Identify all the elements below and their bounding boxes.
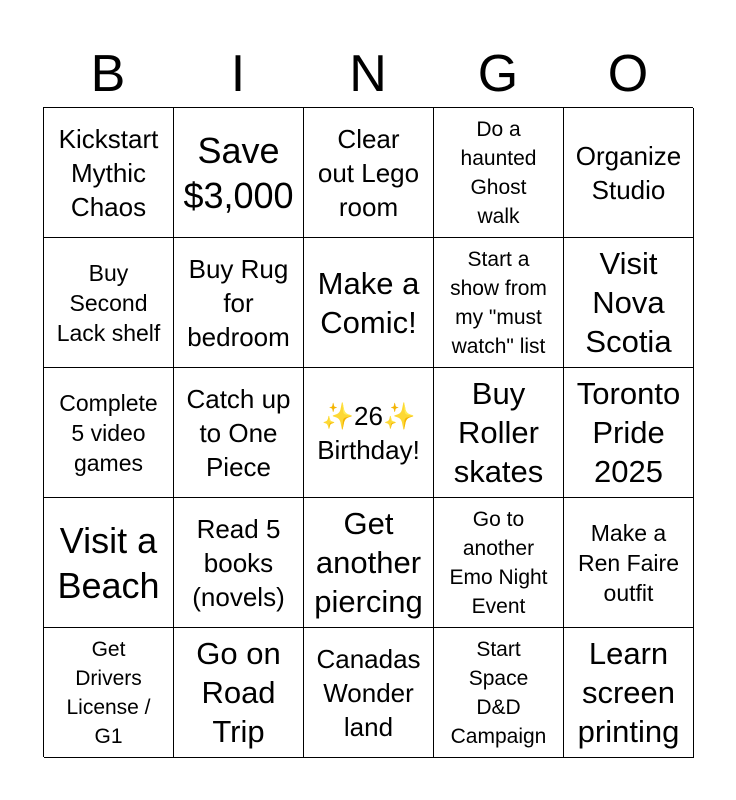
cell-text: Visit Nova Scotia bbox=[585, 246, 672, 359]
cell-text: Start a show from my "must watch" list bbox=[450, 247, 547, 358]
bingo-cell-r2-c5[interactable] bbox=[564, 238, 694, 368]
cell-text: Go on Road Trip bbox=[196, 636, 281, 749]
cell-text: Toronto Pride 2025 bbox=[576, 376, 681, 489]
cell-text: Clear out Lego room bbox=[317, 123, 420, 222]
free-space-cell[interactable] bbox=[304, 368, 434, 498]
bingo-cell-r3-c5[interactable] bbox=[564, 368, 694, 498]
cell-text: Go to another Emo Night Event bbox=[449, 507, 548, 618]
cell-text: ✨26✨ Birthday! bbox=[317, 400, 420, 465]
cell-text: Read 5 books (novels) bbox=[192, 513, 285, 612]
cell-text: Learn screen printing bbox=[577, 636, 680, 749]
bingo-cell-r3-c4[interactable] bbox=[434, 368, 564, 498]
bingo-cell-r4-c1[interactable] bbox=[44, 498, 174, 628]
bingo-cell-r2-c1[interactable] bbox=[44, 238, 174, 368]
bingo-cell-r2-c4[interactable] bbox=[434, 238, 564, 368]
cell-text: Buy Roller skates bbox=[453, 376, 544, 489]
cell-text: Save $3,000 bbox=[183, 129, 294, 216]
bingo-cell-r1-c2[interactable] bbox=[174, 108, 304, 238]
cell-text: Get another piercing bbox=[314, 506, 423, 619]
bingo-cell-r4-c3[interactable] bbox=[304, 498, 434, 628]
bingo-cell-r3-c2[interactable] bbox=[174, 368, 304, 498]
bingo-cell-r4-c5[interactable] bbox=[564, 498, 694, 628]
cell-text: Buy Second Lack shelf bbox=[56, 259, 161, 346]
bingo-cell-r1-c4[interactable] bbox=[434, 108, 564, 238]
cell-text: Buy Rug for bedroom bbox=[187, 253, 290, 352]
cell-text: Get Drivers License / G1 bbox=[66, 637, 151, 748]
bingo-cell-r3-c1[interactable] bbox=[44, 368, 174, 498]
cell-text: Start Space D&D Campaign bbox=[450, 637, 547, 748]
header-letter-b: B bbox=[90, 45, 126, 103]
header-letter-i: I bbox=[230, 45, 246, 103]
cell-text: Complete 5 video games bbox=[59, 389, 158, 476]
cell-text: Make a Ren Faire outfit bbox=[578, 519, 679, 606]
bingo-cell-r1-c1[interactable] bbox=[44, 108, 174, 238]
bingo-cell-r5-c5[interactable] bbox=[564, 628, 694, 758]
header-letter-g: G bbox=[477, 45, 519, 103]
header-letter-n: N bbox=[349, 45, 387, 103]
cell-text: Organize Studio bbox=[575, 140, 682, 205]
bingo-cell-r2-c2[interactable] bbox=[174, 238, 304, 368]
bingo-cell-r5-c2[interactable] bbox=[174, 628, 304, 758]
bingo-cell-r1-c3[interactable] bbox=[304, 108, 434, 238]
cell-text: Canadas Wonder land bbox=[316, 643, 421, 742]
bingo-cell-r4-c4[interactable] bbox=[434, 498, 564, 628]
bingo-grid bbox=[43, 107, 693, 757]
cell-text: Visit a Beach bbox=[57, 519, 160, 606]
bingo-header bbox=[43, 42, 693, 106]
bingo-cell-r1-c5[interactable] bbox=[564, 108, 694, 238]
bingo-cell-r2-c3[interactable] bbox=[304, 238, 434, 368]
cell-text: Catch up to One Piece bbox=[186, 383, 291, 482]
header-letter-o: O bbox=[607, 45, 649, 103]
bingo-cell-r5-c4[interactable] bbox=[434, 628, 564, 758]
cell-text: Make a Comic! bbox=[317, 265, 420, 340]
bingo-cell-r4-c2[interactable] bbox=[174, 498, 304, 628]
bingo-cell-r5-c3[interactable] bbox=[304, 628, 434, 758]
cell-text: Do a haunted Ghost walk bbox=[460, 117, 537, 228]
cell-text: Kickstart Mythic Chaos bbox=[58, 123, 159, 222]
bingo-cell-r5-c1[interactable] bbox=[44, 628, 174, 758]
